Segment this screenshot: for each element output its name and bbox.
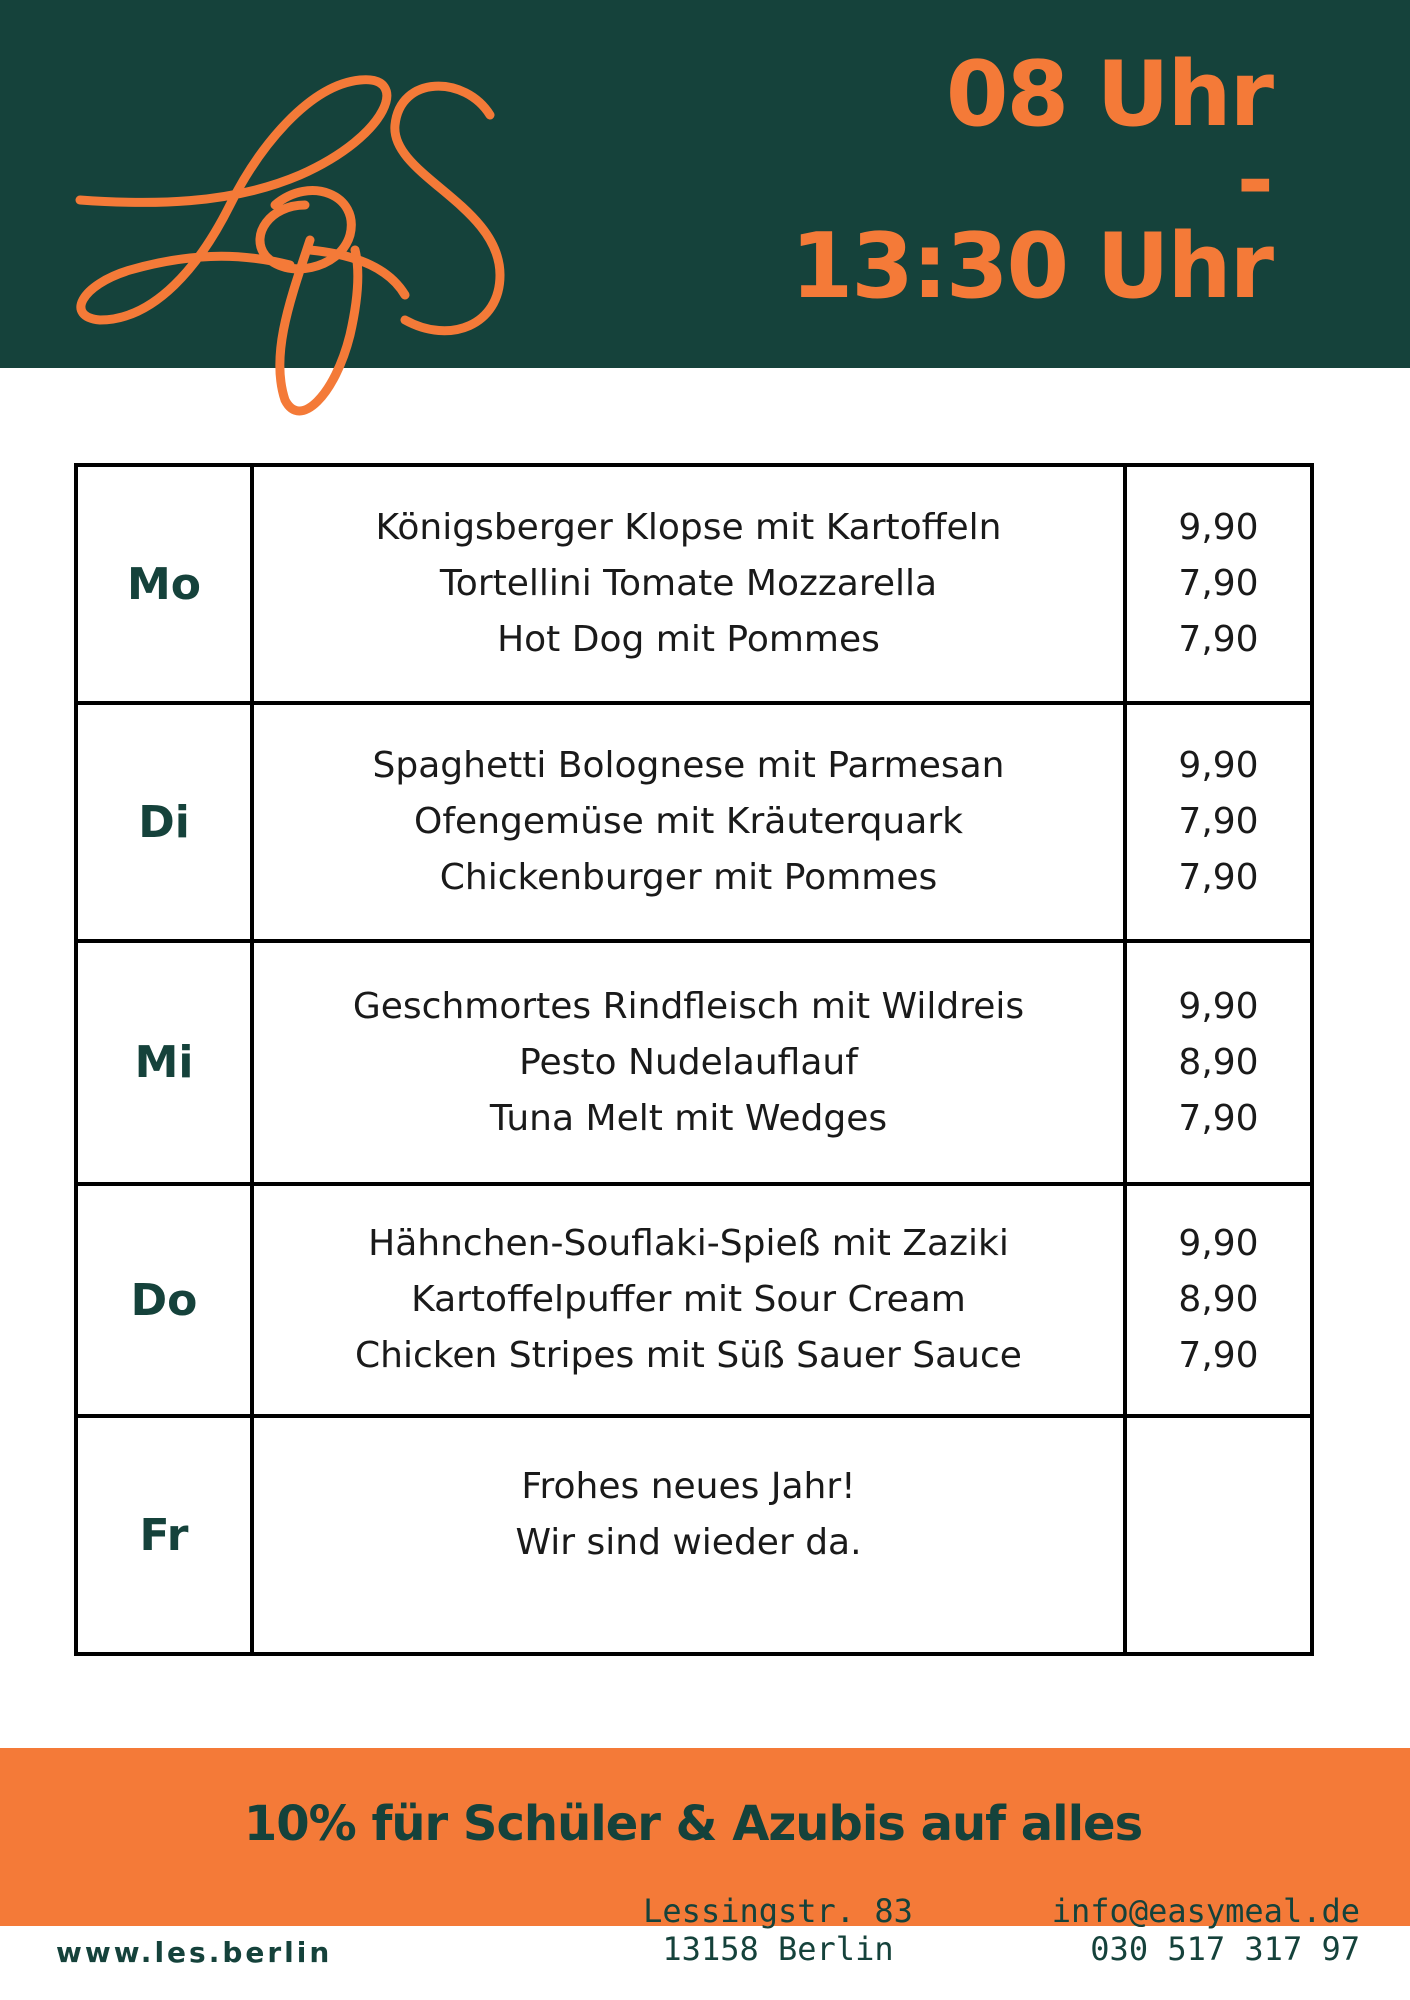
dish-list [252, 941, 1125, 1184]
address-city: 13158 Berlin [662, 1930, 894, 1968]
dish-item: Königsberger Klopse mit Kartoffeln [375, 507, 1002, 548]
hours-separator: - [1236, 128, 1272, 233]
dish-item: Tuna Melt mit Wedges [489, 1097, 888, 1139]
dish-list [252, 1416, 1125, 1654]
dish-list [252, 703, 1125, 941]
dish-item: Chicken Stripes mit Süß Sauer Sauce [355, 1335, 1022, 1376]
address-block [628, 1892, 928, 1968]
price-item: 9,90 [1178, 985, 1259, 1027]
dish-item: Ofengemüse mit Kräuterquark [414, 801, 963, 842]
day-label: Fr [76, 1416, 252, 1654]
dish-item: Pesto Nudelauflauf [519, 1041, 858, 1083]
contact-block [1000, 1892, 1360, 1968]
menu-row-di [76, 703, 1312, 941]
dish-item: Chickenburger mit Pommes [439, 857, 938, 898]
price-list [1125, 1416, 1312, 1654]
weekly-menu-table [74, 463, 1314, 1656]
menu-row-fr [76, 1416, 1312, 1654]
website-link[interactable]: www.les.berlin [56, 1936, 333, 1969]
day-label: Mo [76, 465, 252, 703]
price-item: 8,90 [1178, 1279, 1259, 1320]
les-logo [60, 55, 580, 425]
dish-item: Hot Dog mit Pommes [497, 619, 880, 660]
dish-list [252, 1184, 1125, 1416]
opening-hours [712, 42, 1272, 319]
message-line: Frohes neues Jahr! [521, 1466, 856, 1507]
hours-end: 13:30 Uhr [790, 214, 1272, 319]
price-item: 7,90 [1178, 1335, 1259, 1376]
price-list [1125, 1184, 1312, 1416]
price-item: 7,90 [1178, 801, 1259, 842]
dish-item: Tortellini Tomate Mozzarella [439, 563, 938, 604]
dish-item: Spaghetti Bolognese mit Parmesan [372, 745, 1005, 786]
day-label: Di [76, 703, 252, 941]
dish-item: Kartoffelpuffer mit Sour Cream [411, 1279, 966, 1320]
dish-item: Geschmortes Rindfleisch mit Wildreis [352, 985, 1025, 1027]
price-list [1125, 941, 1312, 1184]
dish-item: Hähnchen-Souflaki-Spieß mit Zaziki [368, 1223, 1009, 1264]
menu-row-mi [76, 941, 1312, 1184]
price-item: 7,90 [1178, 563, 1259, 604]
message-line: Wir sind wieder da. [515, 1522, 862, 1563]
price-item: 7,90 [1178, 619, 1259, 660]
menu-row-mo [76, 465, 1312, 703]
address-street: Lessingstr. 83 [643, 1892, 913, 1930]
price-item: 7,90 [1178, 1097, 1259, 1139]
price-item: 7,90 [1178, 857, 1259, 898]
day-label: Do [76, 1184, 252, 1416]
price-list [1125, 703, 1312, 941]
dish-list [252, 465, 1125, 703]
hours-start: 08 Uhr [945, 42, 1272, 147]
promo-text: 10% für Schüler & Azubis auf alles [243, 1796, 1143, 1852]
email-link[interactable]: info@easymeal.de [1051, 1892, 1360, 1930]
phone-number[interactable]: 030 517 317 97 [1090, 1930, 1360, 1968]
price-item: 9,90 [1178, 1223, 1259, 1264]
price-item: 8,90 [1178, 1041, 1259, 1083]
price-list [1125, 465, 1312, 703]
menu-row-do [76, 1184, 1312, 1416]
price-item: 9,90 [1178, 507, 1259, 548]
holiday-message [254, 1459, 1123, 1571]
day-label: Mi [76, 941, 252, 1184]
price-item: 9,90 [1178, 745, 1259, 786]
